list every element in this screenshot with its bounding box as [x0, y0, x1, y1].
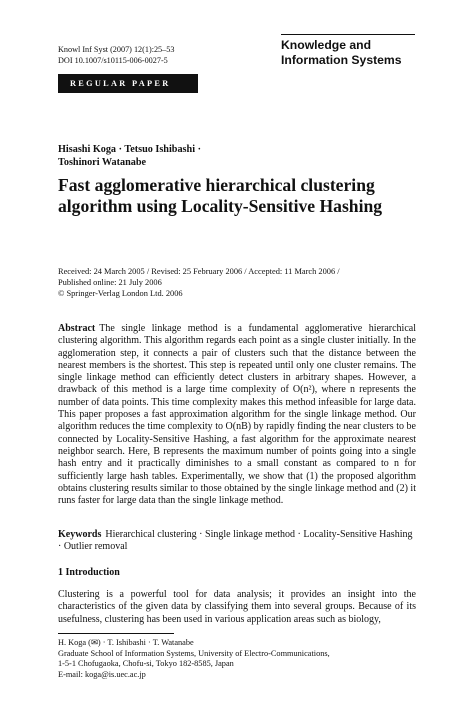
abstract-section [58, 323, 416, 507]
keywords-section [58, 529, 416, 554]
footnote-line: 1-5-1 Chofugaoka, Chofu-si, Tokyo 182-8585, Japan [58, 659, 234, 669]
footnote-line: Graduate School of Information Systems, University of Electro-Communications, [58, 648, 330, 658]
title-line: algorithm using Locality-Sensitive Hashing [58, 196, 383, 216]
dates-line: Published online: 21 July 2006 [58, 278, 162, 287]
publication-dates [58, 266, 340, 299]
footnote-line: H. Koga (✉) · T. Ishibashi · T. Watanabe [58, 638, 194, 647]
dates-line: Received: 24 March 2005 / Revised: 25 February 2006 / Accepted: 11 March 2006 / [58, 267, 340, 276]
paper-title [58, 175, 438, 217]
journal-name [281, 38, 402, 67]
journal-rule [281, 34, 415, 35]
email-line: E-mail: koga@is.uec.ac.jp [58, 669, 146, 679]
citation-block [58, 44, 174, 66]
author-list [58, 144, 201, 169]
footnote-rule [58, 633, 174, 634]
journal-name-line: Information Systems [281, 52, 402, 67]
author-line: Toshinori Watanabe [58, 156, 147, 168]
author-affiliation-footnote [58, 638, 330, 680]
paper-type-badge: REGULAR PAPER [58, 74, 198, 93]
copyright-line: © Springer-Verlag London Ltd. 2006 [58, 289, 183, 298]
author-line: Hisashi Koga · Tetsuo Ishibashi · [58, 144, 201, 155]
title-line: Fast agglomerative hierarchical clustering [58, 175, 375, 195]
journal-name-line: Knowledge and [281, 38, 372, 52]
abstract-text: The single linkage method is a fundamental agglomerative hierarchical clustering algorithm. This algorithm regards each point as a single cluster initially. In the agglomeration step, it connects a pair of clusters such that the distance between the nearest members is the shortest. This step is repeated until only one cluster remains. The single linkage method can efficiently detect clusters in arbitrary shapes. However, a drawback of this method is a large time complexity of O(n²), where n represents the number of data points. This time complexity makes this method infeasible for large data. This paper proposes a fast approximation algorithm for the single linkage method. Our algorithm reduces the time complexity to O(nB) by rapidly finding the near clusters to be connected by Locality-Sensitive Hashing, a fast algorithm for the approximate nearest neighbor search. Here, B represents the maximum number of points going into a single hash entry and it practically diminishes to a small constant as compared to n for sufficiently large hash tables. Experimentally, we show that (1) the proposed algorithm obtains clustering results similar to those obtained by the single linkage method and (2) it runs faster for large data than the single linkage method. [58, 323, 416, 507]
doi-line: DOI 10.1007/s10115-006-0027-5 [58, 56, 168, 65]
abstract-label: Abstract [58, 323, 96, 334]
section-heading: 1 Introduction [58, 567, 120, 578]
introduction-text: Clustering is a powerful tool for data analysis; it provides an insight into the characteristics of the given data by classifying them into several groups. Because of its usefulness, clustering has been used in various application areas such as biology, [58, 589, 416, 625]
keywords-text: Hierarchical clustering · Single linkage method · Locality-Sensitive Hashing · Outlier removal [58, 529, 413, 553]
citation-line: Knowl Inf Syst (2007) 12(1):25–53 [58, 45, 175, 54]
keywords-label: Keywords [58, 529, 102, 540]
